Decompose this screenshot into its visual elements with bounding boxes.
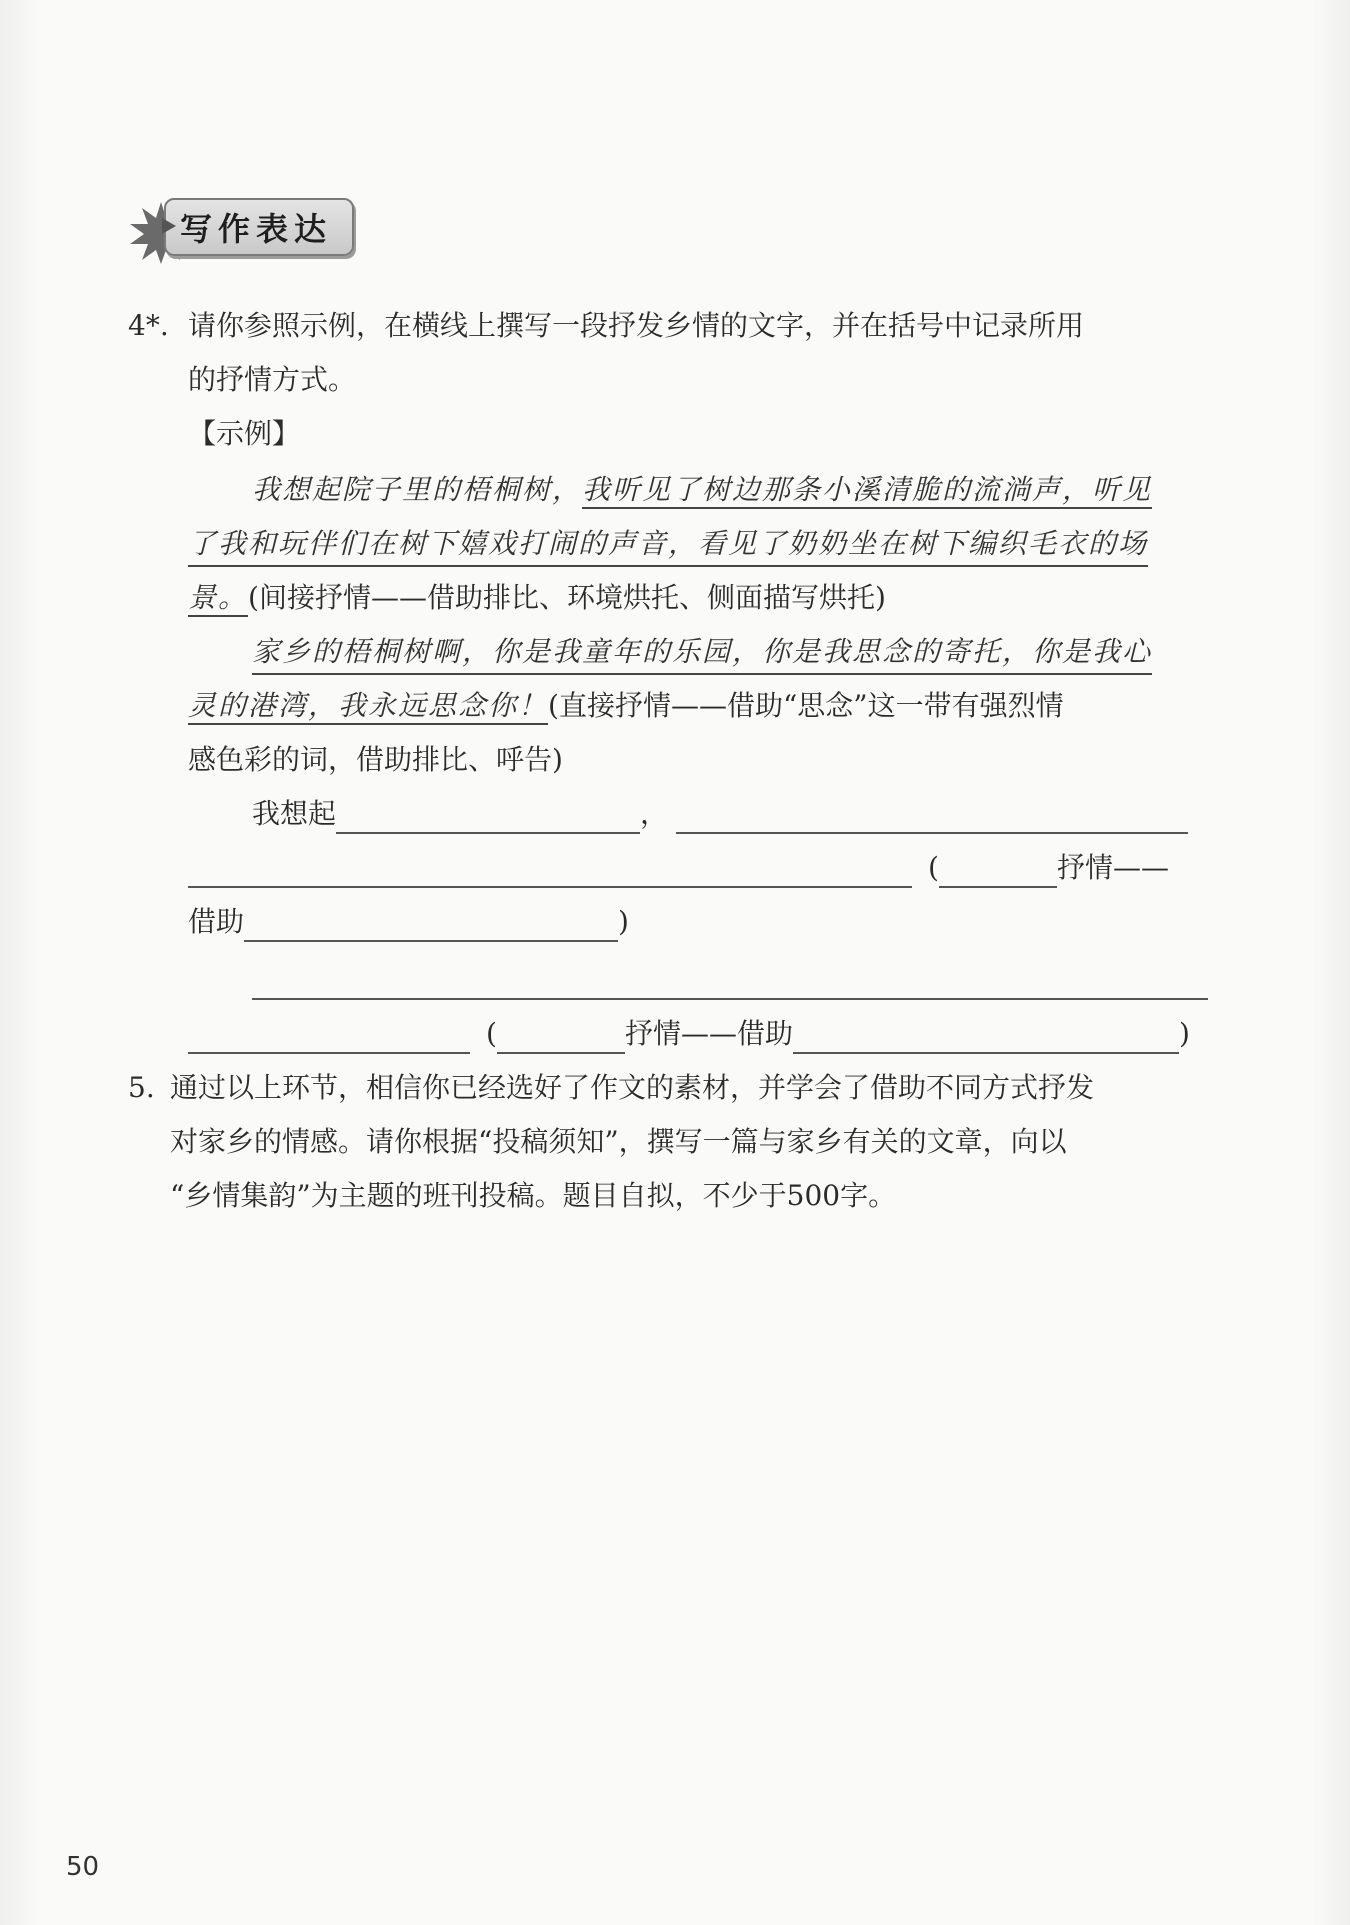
fill2-paren: (: [928, 851, 939, 884]
fill5-close: ): [1178, 1017, 1190, 1050]
example-label: 【示例】: [188, 417, 301, 450]
answer-blank-2[interactable]: [676, 802, 1188, 834]
fill-row-1: [252, 794, 1188, 834]
q5-line2: 对家乡的情感。请你根据“投稿须知”，撰写一篇与家乡有关的文章，向以: [170, 1125, 1067, 1158]
example1-line3: [188, 578, 886, 618]
example2-line2: [188, 686, 1064, 726]
answer-blank-4[interactable]: [252, 968, 1208, 1000]
example1-line1-b: 我听见了树边那条小溪清脆的流淌声，听见: [582, 473, 1152, 509]
q4-number: 4*.: [128, 309, 169, 342]
fill1-comma: ，: [640, 797, 669, 830]
q4-prompt-line2: 的抒情方式。: [188, 363, 357, 396]
section-banner: [128, 196, 352, 258]
method-blank-1[interactable]: [244, 910, 618, 942]
answer-blank-1[interactable]: [336, 802, 640, 834]
q5-line3: “乡情集韵”为主题的班刊投稿。题目自拟，不少于500字。: [170, 1179, 897, 1212]
fill5-mid: 抒情——借助: [624, 1017, 793, 1050]
answer-blank-5[interactable]: [188, 1022, 470, 1054]
fill3-close: ): [618, 905, 629, 938]
lyric-type-blank-2[interactable]: [497, 1022, 625, 1054]
arrow-icon: [162, 218, 176, 234]
example1-line1: [252, 470, 1152, 510]
fill-row-2: [188, 848, 1169, 888]
lyric-type-blank-1[interactable]: [939, 856, 1057, 888]
section-title: 写作表达: [180, 210, 333, 248]
example2-line3: 感色彩的词，借助排比、呼告): [188, 743, 563, 776]
answer-blank-3[interactable]: [188, 856, 912, 888]
q5-number: 5.: [128, 1071, 155, 1104]
fill5-paren: (: [486, 1017, 497, 1050]
example1-line2: 了我和玩伴们在树下嬉戏打闹的声音，看见了奶奶坐在树下编织毛衣的场: [188, 524, 1148, 567]
fill-row-5: [188, 1014, 1190, 1054]
q4-prompt-line1: 请你参照示例，在横线上撰写一段抒发乡情的文字，并在括号中记录所用: [188, 309, 1085, 342]
fill-row-4: [252, 960, 1208, 1000]
fill1-start: 我想起: [252, 797, 337, 830]
fill3-prefix: 借助: [188, 905, 245, 938]
q5-line1: 通过以上环节，相信你已经选好了作文的素材，并学会了借助不同方式抒发: [170, 1071, 1095, 1104]
example1-annotation: (间接抒情——借助排比、环境烘托、侧面描写烘托): [248, 581, 886, 614]
method-blank-2[interactable]: [793, 1022, 1179, 1054]
example1-line1-a: 我想起院子里的梧桐树，: [252, 473, 583, 506]
fill-row-3: [188, 902, 629, 942]
page-number: 50: [66, 1852, 100, 1882]
fill2-suffix: 抒情——: [1056, 851, 1169, 884]
example2-line1: 家乡的梧桐树啊，你是我童年的乐园，你是我思念的寄托，你是我心: [252, 632, 1152, 675]
example2-line2-a: 灵的港湾，我永远思念你！: [188, 689, 548, 725]
example1-line3-a: 景。: [188, 581, 248, 617]
example2-annotation: (直接抒情——借助“思念”这一带有强烈情: [548, 689, 1064, 722]
